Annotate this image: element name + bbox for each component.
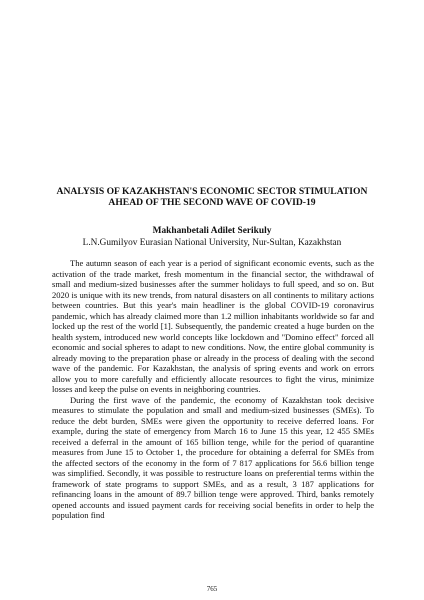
paper-body <box>52 258 374 521</box>
paper-title-line-1: ANALYSIS OF KAZAKHSTAN'S ECONOMIC SECTOR STIMULATION <box>56 186 368 197</box>
page-number: 765 <box>206 585 218 593</box>
author-name: Makhanbetali Adilet Serikuly <box>152 226 272 236</box>
body-paragraph-2: During the first wave of the pandemic, the economy of Kazakhstan took decisive measures to stimulate the population and small and medium-sized businesses (SMEs). To reduce the debt burden, SMEs were given the opportunity to receive deferred loans. For example, during the state of emergency from March 16 to June 15 this year, 12 455 SMEs received a deferral in the amount of 165 billion tenge, while for the period of quarantine measures from June 15 to October 1, the procedure for obtaining a deferral for SMEs from the affected sectors of the economy in the form of 7 817 applications for 56.6 billion tenge was simplified. Secondly, it was possible to restructure loans on preferential terms within the framework of state programs to support SMEs, and as a result, 3 187 applications for refinancing loans in the amount of 89.7 billion tenge were approved. Third, banks remotely opened accounts and issued payment cards for receiving social benefits in order to help the population find <box>52 394 374 520</box>
paper-title-line-2: AHEAD OF THE SECOND WAVE OF COVID-19 <box>108 197 316 208</box>
body-paragraph-1: The autumn season of each year is a period of significant economic events, such as the activation of the trade market, fresh momentum in the financial sector, the withdrawal of small and medium-sized businesses after the summer holidays to full speed, and so on. But 2020 is unique with its new trends, from natural disasters on all continents to military actions between countries. But this year's main headliner is the global COVID-19 coronavirus pandemic, which has already claimed more than 1.2 million inhabitants worldwide so far and locked up the rest of the world [1]. Subsequently, the pandemic created a huge burden on the health system, introduced new world concepts like lockdown and "Domino effect" forced all economic and social spheres to adapt to new conditions. Now, the entire global community is already moving to the preparation phase or already in the process of dealing with the second wave of the pandemic. For Kazakhstan, the analysis of spring events and work on errors allow you to more carefully and efficiently allocate resources to fight the virus, minimize losses and keep the pulse on events in neighboring countries. <box>52 258 374 394</box>
author-affiliation: L.N.Gumilyov Eurasian National University, Nur-Sultan, Kazakhstan <box>82 238 342 248</box>
paper-title <box>40 186 384 208</box>
